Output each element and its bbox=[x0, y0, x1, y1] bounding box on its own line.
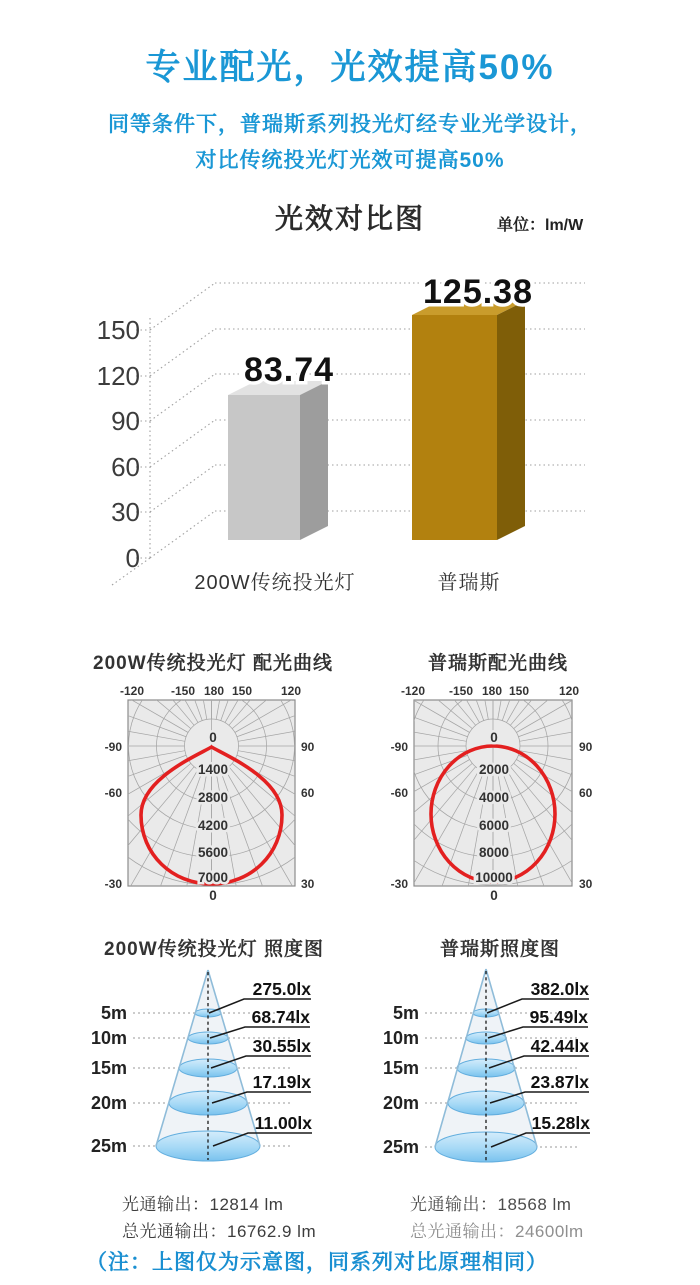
angle-label: -120 bbox=[400, 684, 426, 698]
y-axis-tick: 90 bbox=[111, 406, 140, 436]
angle-label: 90 bbox=[301, 740, 315, 754]
cone-left-title: 200W传统投光灯 照度图 bbox=[104, 939, 324, 960]
cone-left-diagram bbox=[91, 970, 312, 1161]
y-axis-tick: 150 bbox=[96, 315, 140, 345]
angle-label: -30 bbox=[390, 877, 408, 891]
bar-label-traditional: 200W传统投光灯 bbox=[194, 572, 356, 594]
bar-chart-canvas bbox=[97, 273, 585, 594]
distance-label: 25m bbox=[382, 1137, 419, 1157]
distance-label: 15m bbox=[382, 1058, 419, 1078]
angle-label: -30 bbox=[104, 877, 122, 891]
bar-label-pres: 普瑞斯 bbox=[437, 572, 501, 594]
lux-value: 11.00lx bbox=[254, 1113, 312, 1133]
polar-left-chart bbox=[32, 566, 392, 926]
page-title: 专业配光，光效提高50% bbox=[145, 48, 555, 87]
cone-left-total-flux-output: 总光通输出：16762.9 lm bbox=[122, 1222, 317, 1241]
cone-right-total-flux-output: 总光通输出：24600lm bbox=[410, 1222, 584, 1241]
radial-tick: 6000 bbox=[478, 818, 510, 833]
radial-tick: 1400 bbox=[197, 762, 229, 777]
angle-label: 30 bbox=[579, 877, 593, 891]
lux-value: 42.44lx bbox=[530, 1036, 589, 1056]
distance-label: 20m bbox=[90, 1093, 127, 1113]
bar-traditional bbox=[228, 381, 328, 540]
angle-label: -90 bbox=[390, 740, 408, 754]
lux-value: 15.28lx bbox=[531, 1113, 590, 1133]
lux-value: 382.0lx bbox=[530, 979, 589, 999]
radial-tick: 8000 bbox=[478, 845, 510, 860]
lux-value: 95.49lx bbox=[529, 1007, 588, 1027]
lux-value: 68.74lx bbox=[251, 1007, 310, 1027]
angle-label: 150 bbox=[231, 684, 253, 698]
distance-label: 10m bbox=[382, 1028, 419, 1048]
y-axis-tick: 30 bbox=[111, 497, 140, 527]
y-axis-tick: 60 bbox=[111, 452, 140, 482]
angle-label: 60 bbox=[579, 786, 593, 800]
distance-label: 10m bbox=[90, 1028, 127, 1048]
angle-label: 30 bbox=[301, 877, 315, 891]
angle-label: -60 bbox=[390, 786, 408, 800]
cone-right-title: 普瑞斯照度图 bbox=[439, 939, 560, 960]
cone-right-diagram bbox=[383, 969, 590, 1162]
angle-label: -150 bbox=[170, 684, 196, 698]
bar-value-pres: 125.38 bbox=[423, 273, 533, 311]
polar-right-title: 普瑞斯配光曲线 bbox=[427, 653, 568, 674]
lux-value: 23.87lx bbox=[530, 1072, 589, 1092]
angle-label: -90 bbox=[104, 740, 122, 754]
radial-tick: 2000 bbox=[478, 762, 510, 777]
distance-label: 25m bbox=[90, 1136, 127, 1156]
distance-label: 5m bbox=[100, 1003, 127, 1023]
angle-label: 90 bbox=[579, 740, 593, 754]
bar-value-traditional: 83.74 bbox=[243, 351, 335, 389]
distance-label: 20m bbox=[382, 1093, 419, 1113]
y-axis-tick: 120 bbox=[96, 361, 140, 391]
radial-tick: 10000 bbox=[475, 870, 513, 885]
polar-bottom-label: 0 bbox=[490, 888, 498, 903]
distance-label: 5m bbox=[392, 1003, 419, 1023]
angle-label: -150 bbox=[448, 684, 474, 698]
angle-label: -120 bbox=[119, 684, 145, 698]
polar-center-label: 0 bbox=[209, 730, 217, 745]
angle-label: 150 bbox=[508, 684, 530, 698]
lux-value: 275.0lx bbox=[252, 979, 311, 999]
polar-center-label: 0 bbox=[490, 730, 498, 745]
distance-label: 15m bbox=[90, 1058, 127, 1078]
bar-chart-unit-label: 单位：lm/W bbox=[497, 217, 584, 234]
cone-right-flux-output: 光通输出：18568 lm bbox=[410, 1195, 572, 1214]
angle-label: 60 bbox=[301, 786, 315, 800]
lux-value: 30.55lx bbox=[252, 1036, 311, 1056]
bar-chart-title: 光效对比图 bbox=[274, 203, 425, 234]
cone-left-flux-output: 光通输出：12814 lm bbox=[122, 1195, 284, 1214]
y-axis-tick: 0 bbox=[125, 543, 140, 573]
footer-note: （注：上图仅为示意图，同系列对比原理相同） bbox=[86, 1251, 548, 1274]
bar-pres bbox=[412, 301, 525, 540]
polar-bottom-label: 0 bbox=[209, 888, 217, 903]
radial-tick: 5600 bbox=[197, 845, 229, 860]
radial-tick: 7000 bbox=[197, 870, 229, 885]
polar-right-chart bbox=[313, 566, 673, 926]
angle-label: 120 bbox=[558, 684, 580, 698]
angle-label: 180 bbox=[203, 684, 225, 698]
radial-tick: 4000 bbox=[478, 790, 510, 805]
angle-label: 180 bbox=[481, 684, 503, 698]
angle-label: -60 bbox=[104, 786, 122, 800]
angle-label: 120 bbox=[280, 684, 302, 698]
lux-value: 17.19lx bbox=[252, 1072, 311, 1092]
subtitle-line-1: 同等条件下，普瑞斯系列投光灯经专业光学设计， bbox=[108, 113, 592, 136]
radial-tick: 2800 bbox=[197, 790, 229, 805]
radial-tick: 4200 bbox=[197, 818, 229, 833]
subtitle-line-2: 对比传统投光灯光效可提高50% bbox=[195, 149, 505, 172]
polar-left-title: 200W传统投光灯 配光曲线 bbox=[93, 653, 333, 674]
